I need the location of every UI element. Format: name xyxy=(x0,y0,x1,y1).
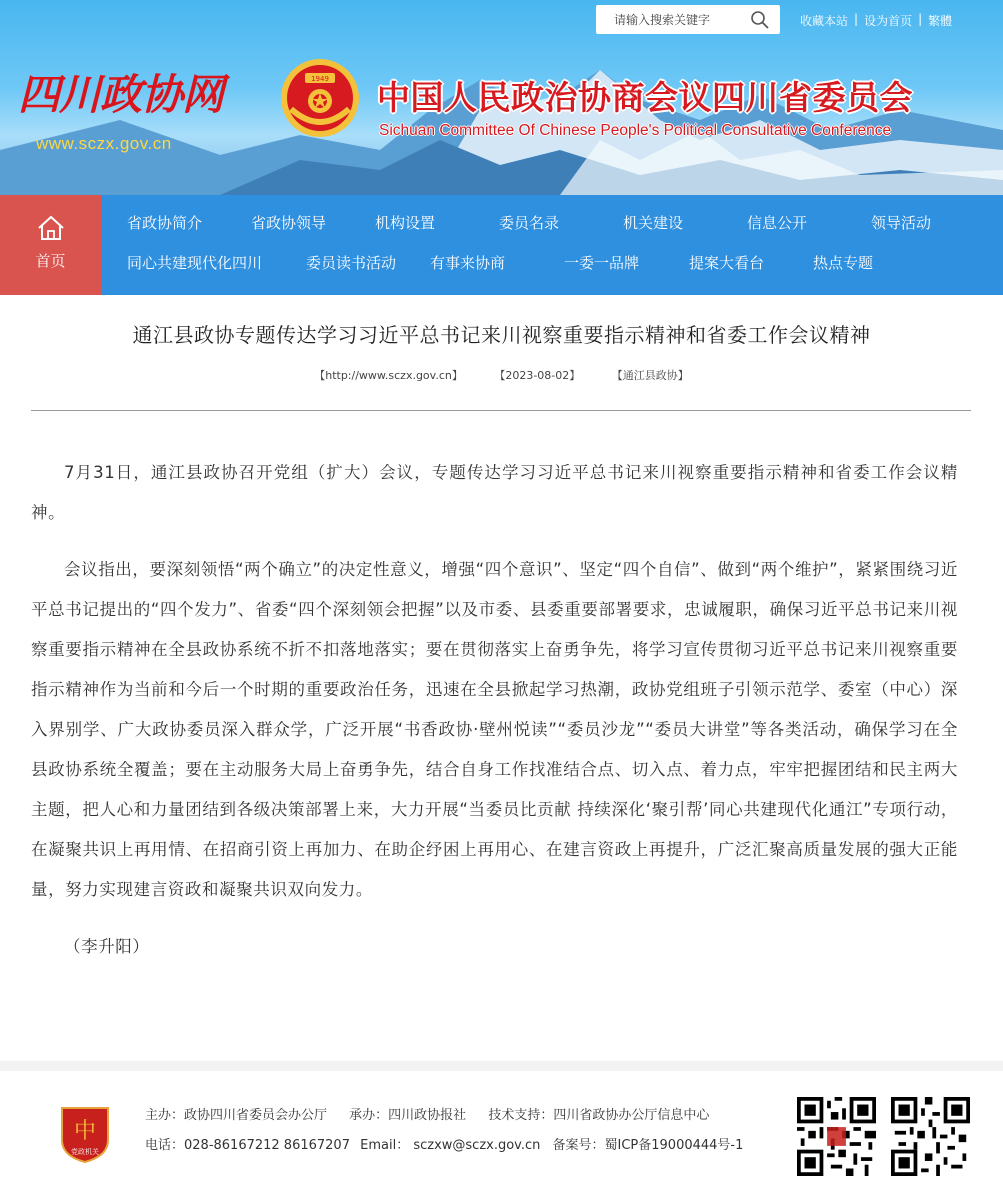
article-source-url: 【http://www.sczx.gov.cn】 xyxy=(314,369,463,382)
nav-item-committee-brand[interactable]: 一委一品牌 xyxy=(564,254,640,272)
qr-code-icon xyxy=(891,1097,970,1176)
article-paragraph: 会议指出，要深刻领悟“两个确立”的决定性意义，增强“四个意识”、坚定“四个自信”、做到“两个维护”，紧紧围绕习近平总书记提出的“四个发力”、省委“四个深刻领会把握”以及市委、县委重要部署要求，忠诚履职，确保习近平总书记来川视察重要指示精神在全县政协系统不折不扣落地落实；要在贯彻落实上奋勇争先，将学习宣传贯彻习近平总书记来川视察重要指示精神作为当前和今后一个时期的重要政治任务，迅速在全县掀起学习热潮，政协党组班子引领示范学、委室（中心）深入界别学、广大政协委员深入群众学，广泛开展“书香政协·壁州悦读”“委员沙龙”“委员大讲堂”等各类活动，确保学习在全县政协系统全覆盖；要在主动服务大局上奋勇争先，结合自身工作找准结合点、切入点、着力点，牢牢把握团结和民主两大主题，把人心和力量团结到各级决策部署上来，大力开展“当委员比贡献 持续深化‘聚引帮’同心共建现代化通江”专项行动，在凝聚共识上再用情、在招商引资上再加力、在助企纾困上再用心、在建言资政上再提升，广泛汇聚高质量发展的强大正能量，努力实现建言资政和凝聚共识双向发力。 xyxy=(31,560,958,899)
nav-home[interactable] xyxy=(0,195,101,295)
nav-item-member-directory[interactable]: 委员名录 xyxy=(499,214,560,232)
article-paragraph: 7月31日，通江县政协召开党组（扩大）会议，专题传达学习习近平总书记来川视察重要指示精神和省委工作会议精神。 xyxy=(31,463,958,522)
main-nav xyxy=(0,195,1003,295)
site-url: www.sczx.gov.cn xyxy=(36,134,172,153)
article xyxy=(0,295,1003,1061)
search-box xyxy=(596,5,780,34)
link-separator: | xyxy=(854,12,859,26)
search-icon[interactable] xyxy=(750,10,770,30)
traditional-chinese-link[interactable]: 繁體 xyxy=(928,14,953,28)
footer-organizer: 承办：四川政协报社 xyxy=(349,1108,467,1123)
article-body xyxy=(31,453,958,984)
footer-email: Email： sczxw@sczx.gov.cn xyxy=(360,1138,541,1153)
nav-item-info-disclosure[interactable]: 信息公开 xyxy=(747,214,808,232)
nav-item-modernization[interactable]: 同心共建现代化四川 xyxy=(127,254,263,272)
nav-item-leader-activities[interactable]: 领导活动 xyxy=(871,214,932,232)
link-separator: | xyxy=(918,12,923,26)
party-government-badge-icon[interactable] xyxy=(58,1104,112,1164)
site-title-en: Sichuan Committee Of Chinese People's Political Consultative Conference xyxy=(379,122,892,139)
article-meta xyxy=(0,367,1003,383)
set-homepage-link[interactable]: 设为首页 xyxy=(864,14,913,28)
site-title-cn: 中国人民政治协商会议四川省委员会 xyxy=(377,78,913,117)
nav-item-cppcc-intro[interactable]: 省政协简介 xyxy=(127,214,203,232)
footer-line-2 xyxy=(145,1134,761,1153)
footer-sponsor: 主办：政协四川省委员会办公厅 xyxy=(145,1108,328,1123)
home-icon xyxy=(37,215,65,241)
nav-item-reading-activities[interactable]: 委员读书活动 xyxy=(306,254,397,272)
nav-home-label: 首页 xyxy=(35,252,66,270)
site-logo[interactable]: 四川政协网 xyxy=(18,70,224,119)
nav-item-consultation[interactable]: 有事来协商 xyxy=(430,254,506,272)
footer-tech-support: 技术支持：四川省政协办公厅信息中心 xyxy=(488,1108,710,1123)
nav-item-hot-topics[interactable]: 热点专题 xyxy=(813,254,874,272)
nav-item-office-building[interactable]: 机关建设 xyxy=(623,214,684,232)
article-author: （李升阳） xyxy=(64,937,150,956)
nav-item-organization[interactable]: 机构设置 xyxy=(375,214,436,232)
article-title: 通江县政协专题传达学习习近平总书记来川视察重要指示精神和省委工作会议精神 xyxy=(132,323,871,347)
svg-text:中: 中 xyxy=(73,1119,97,1144)
footer xyxy=(0,1071,1003,1186)
search-input[interactable] xyxy=(612,12,756,28)
bookmark-link[interactable]: 收藏本站 xyxy=(800,14,849,28)
article-date: 【2023-08-02】 xyxy=(494,369,581,382)
footer-phone: 电话：028-86167212 86167207 xyxy=(145,1138,350,1153)
footer-icp: 备案号：蜀ICP备19000444号-1 xyxy=(552,1138,744,1153)
nav-item-cppcc-leaders[interactable]: 省政协领导 xyxy=(251,214,327,232)
footer-line-1 xyxy=(145,1104,727,1123)
badge-label: 党政机关 xyxy=(71,1148,99,1156)
nav-item-proposals[interactable]: 提案大看台 xyxy=(689,254,765,272)
title-divider xyxy=(31,410,971,411)
header-banner xyxy=(0,0,1003,195)
top-links xyxy=(800,12,952,29)
qr-code-icon xyxy=(797,1097,876,1176)
emblem-year: 1949 xyxy=(311,75,329,83)
cppcc-emblem-icon xyxy=(279,57,361,139)
article-source: 【通江县政协】 xyxy=(611,369,689,382)
nav-row-2 xyxy=(101,243,1003,283)
nav-row-1 xyxy=(101,203,1003,243)
